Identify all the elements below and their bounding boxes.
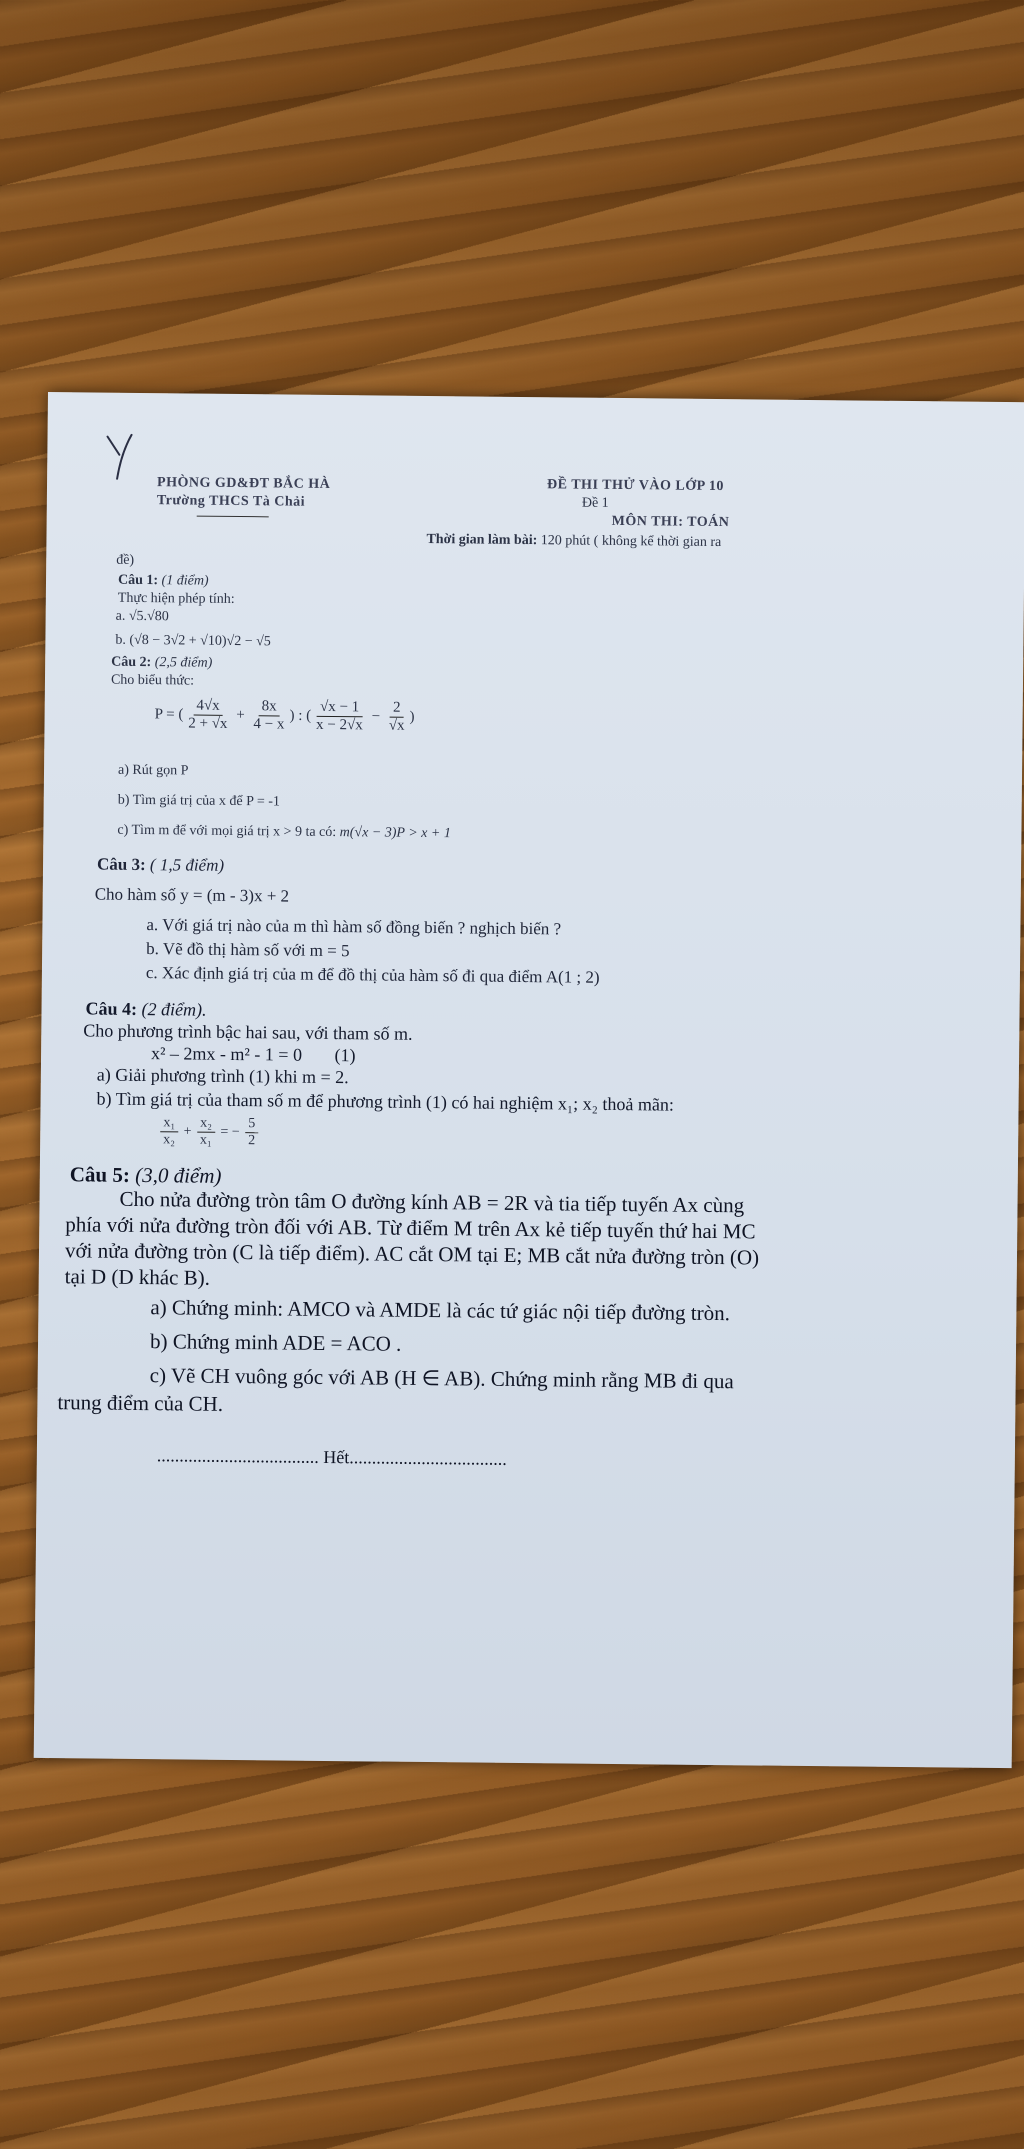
q4-equation-text: x² – 2mx - m² - 1 = 0 [150,1043,303,1065]
q4-points: (2 điểm). [141,999,207,1020]
q4-equation-label: (1) [334,1045,356,1066]
time-label: Thời gian làm bài: [426,531,538,549]
q4-title: Câu 4: [85,998,138,1019]
q1-title: Câu 1: [117,572,159,589]
q5-part-c-line1: c) Vẽ CH vuông góc với AB (H ∈ AB). Chứng minh rằng MB đi qua [149,1363,734,1394]
q2-c-prefix: c) Tìm m để với mọi giá trị x > 9 ta có: [117,822,337,841]
q1-b-label: b. [115,632,126,648]
q2-expression: P = ( $\frac{4√x}{2 + √x}$ + $\frac{8x}{4 - x}$ ) : ( $\frac{√x - 1}{x - 2√x}$ − $\frac{2}{√x}$ ) [154,697,415,735]
subject-title: MÔN THI: TOÁN [611,513,730,531]
q5-heading [70,1162,222,1189]
q5-part-a: a) Chứng minh: AMCO và AMDE là các tứ giác nội tiếp đường tròn. [150,1295,731,1326]
q4-condition: $\frac{\text{x₁}}{\text{x₂}}$ + $\frac{\text{x₂}}{\text{x₁}}$ = − $\frac{5}{2}$ [158,1115,260,1149]
q5-title: Câu 5: [69,1162,131,1187]
q3-part-c: c. Xác định giá trị của m để đồ thị của hàm số đi qua điểm A(1 ; 2) [145,963,600,987]
q2-heading [111,655,212,672]
exam-title: ĐỀ THI THỬ VÀO LỚP 10 [546,477,724,495]
q3-title: Câu 3: [96,854,146,875]
q2-c-inequality: m(√x − 3)P > x + 1 [339,825,451,842]
q1-part-b: b. (√8 − 3√2 + √10)√2 − √5 [115,632,271,650]
q1-heading [118,573,209,590]
q5-para-2: phía với nửa đường tròn đối với AB. Từ điểm M trên Ax kẻ tiếp tuyến thứ hai MC [65,1212,756,1244]
q1-intro: Thực hiện phép tính: [117,590,235,607]
q5-para-4: tại D (D khác B). [64,1264,211,1290]
q3-part-a: a. Với giá trị nào của m thì hàm số đồng biến ? nghịch biến ? [146,915,562,939]
q1-part-a: a. √5.√80 [115,608,169,625]
q3-heading [97,855,224,876]
q4-intro: Cho phương trình bậc hai sau, với tham số m. [83,1020,413,1044]
q2-points: (2,5 điểm) [154,655,213,671]
q5-points: (3,0 điểm) [135,1162,222,1188]
exam-code: Đề 1 [581,495,609,511]
q3-intro: Cho hàm số y = (m - 3)x + 2 [94,884,290,906]
q2-part-c [117,823,451,842]
q5-part-b: b) Chứng minh ADE = ACO . [149,1329,402,1356]
school-name: Trường THCS Tà Chải [156,493,306,510]
q2-part-b: b) Tìm giá trị của x để P = -1 [117,792,281,810]
q3-part-b: b. Vẽ đồ thị hàm số với m = 5 [146,939,350,961]
q1-points: (1 điểm) [161,573,209,589]
q5-para-1: Cho nửa đường tròn tâm O đường kính AB = 2R và tia tiếp tuyến Ax cùng [119,1186,745,1218]
department-name: PHÒNG GD&ĐT BẮC HÀ [156,475,331,492]
time-value: 120 phút ( không kể thời gian ra [540,533,722,551]
q4-part-b: b) Tìm giá trị của tham số m để phương trình (1) có hai nghiệm x₁; x₂ thoả mãn: [96,1088,675,1115]
q4-heading [85,998,206,1020]
q2-title: Câu 2: [111,654,152,671]
q2-intro: Cho biểu thức: [110,672,195,689]
q3-points: ( 1,5 điểm) [149,855,225,875]
q1-a-label: a. [115,608,126,624]
q4-part-a: a) Giải phương trình (1) khi m = 2. [96,1064,349,1088]
q5-para-3: với nửa đường tròn (C là tiếp điểm). AC cắt OM tại E; MB cắt nửa đường tròn (O) [64,1238,760,1270]
q4-equation [151,1043,356,1066]
q5-part-c-line2: trung điểm của CH. [57,1390,224,1416]
q1-b-tail: √2 − √5 [226,633,271,650]
handwritten-mark [99,431,140,483]
q2-part-a: a) Rút gọn P [117,762,189,779]
school-underline [197,516,269,518]
exam-paper [34,392,1024,1768]
end-marker: .................................... Hết................................... [156,1445,507,1469]
time-continuation: đề) [116,552,135,568]
